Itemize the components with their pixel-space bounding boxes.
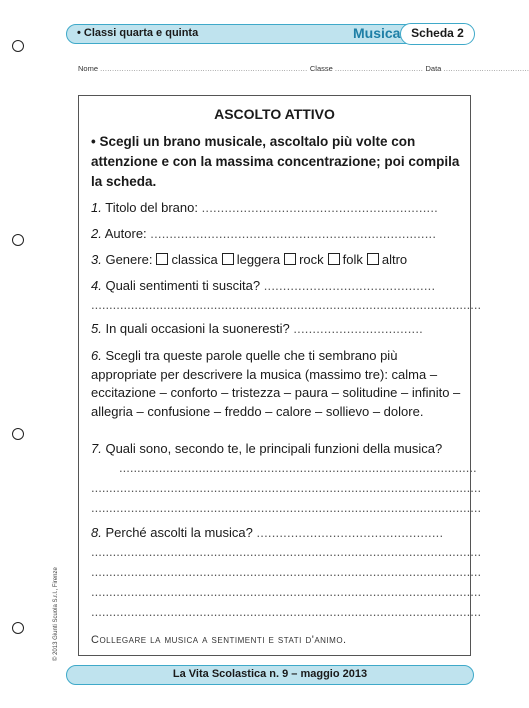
answer-lines-8c[interactable]: ............................................................................................................	[91, 584, 482, 599]
question-7: 7. Quali sono, secondo te, le principali funzioni della musica?	[91, 441, 443, 456]
sheet-tab: Scheda 2	[400, 23, 475, 45]
worksheet-box	[78, 95, 482, 656]
name-label: Nome	[78, 64, 99, 73]
name-field[interactable]: .......................................................................................	[100, 64, 310, 73]
teaching-note: Collegare la musica a sentimenti e stati d'animo.	[91, 634, 347, 646]
question-5: 5. In quali occasioni la suoneresti? ..................................	[91, 321, 423, 336]
checkbox-rock[interactable]	[284, 253, 296, 265]
question-3: 3. Genere: classica leggera rock folk altro	[91, 252, 408, 267]
checkbox-folk[interactable]	[328, 253, 340, 265]
question-8: 8. Perché ascolti la musica? .................................................	[91, 525, 444, 540]
question-6: 6. Scegli tra queste parole quelle che ti sembrano più appropriate per descrivere la musica (massimo tre): calma – eccitazione – conforto – tristezza – paura – solitudine – infinito – allegria – confusione – freddo – calore – sollievo – dolore.	[91, 348, 461, 419]
copyright-notice: © 2013 Giunti Scuola S.r.l., Firenze	[53, 567, 59, 661]
question-1: 1. Titolo del brano: ..............................................................	[91, 200, 438, 215]
class-field[interactable]: .....................................	[334, 64, 426, 73]
answer-lines-8d[interactable]: ............................................................................................................	[91, 604, 482, 619]
checkbox-leggera[interactable]	[222, 253, 234, 265]
answer-lines-8a[interactable]: ............................................................................................................	[91, 544, 482, 559]
date-field[interactable]: ....................................	[443, 64, 529, 73]
answer-field-2[interactable]: ...........................................................................	[150, 226, 437, 241]
answer-field-5[interactable]: ..................................	[293, 321, 423, 336]
answer-lines-8b[interactable]: ............................................................................................................	[91, 564, 482, 579]
question-4: 4. Quali sentimenti ti suscita? .............................................	[91, 278, 436, 293]
checkbox-altro[interactable]	[367, 253, 379, 265]
answer-lines-7b[interactable]: ............................................................................................................	[91, 480, 482, 495]
binder-hole-2	[12, 234, 24, 246]
answer-lines-7c[interactable]: ............................................................................................................	[91, 500, 482, 515]
answer-field-1[interactable]: ..............................................................	[201, 200, 438, 215]
answer-field-4[interactable]: .............................................	[263, 278, 436, 293]
date-label: Data	[425, 64, 442, 73]
worksheet-instructions: • Scegli un brano musicale, ascoltalo più volte con attenzione e con la massima concentrazione; poi compila la scheda.	[91, 134, 460, 189]
checkbox-classica[interactable]	[156, 253, 168, 265]
answer-lines-4[interactable]: ............................................................................................................	[91, 297, 482, 312]
class-level-label: • Classi quarta e quinta	[77, 27, 199, 39]
subject-label: Musica	[353, 25, 401, 41]
binder-hole-1	[12, 40, 24, 52]
answer-lines-7a[interactable]: ...................................................................................................	[119, 460, 477, 475]
answer-field-8[interactable]: .................................................	[256, 525, 444, 540]
binder-hole-3	[12, 428, 24, 440]
footer-bar: La Vita Scolastica n. 9 – maggio 2013	[66, 665, 474, 685]
class-label: Classe	[309, 64, 333, 73]
question-2: 2. Autore: ...........................................................................	[91, 226, 437, 241]
worksheet-title: ASCOLTO ATTIVO	[214, 106, 335, 122]
header-bar	[66, 24, 474, 44]
binder-hole-4	[12, 622, 24, 634]
name-class-date-row	[78, 64, 529, 73]
